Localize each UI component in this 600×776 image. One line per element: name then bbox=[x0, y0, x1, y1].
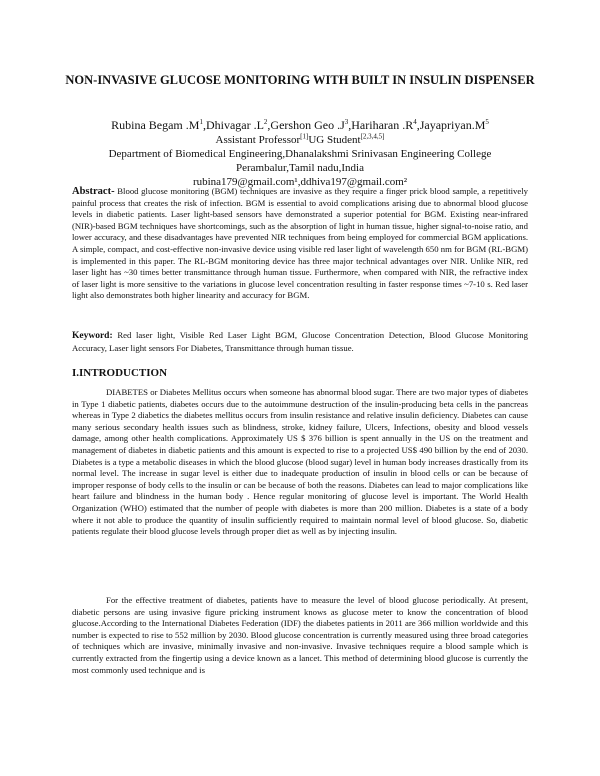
affiliation-location: Perambalur,Tamil nadu,India bbox=[236, 162, 364, 174]
author-separator: , bbox=[416, 118, 420, 132]
author-sup: 1 bbox=[199, 118, 203, 126]
author-sup: 2 bbox=[263, 118, 268, 126]
abstract bbox=[72, 186, 528, 302]
author-name: Rubina Begam .M bbox=[111, 118, 200, 132]
author-name: Gershon Geo .J bbox=[270, 118, 345, 132]
author-separator: , bbox=[202, 118, 206, 132]
author-list bbox=[60, 118, 540, 133]
author-roles bbox=[60, 133, 540, 147]
keywords bbox=[72, 330, 528, 354]
author-emails: rubina179@gmail.com¹,ddhiva197@gmail.com² bbox=[192, 176, 408, 188]
role-students-sup: [2,3,4,5] bbox=[360, 132, 385, 141]
author-sup: 4 bbox=[413, 118, 417, 126]
keywords-text: Red laser light, Visible Red Laser Light BGM, Glucose Concentration Detection, Blood Glucose Monitoring Accuracy, Laser light sensors For Diabetes, Transmittance through human tissue. bbox=[72, 330, 528, 353]
author-separator: , bbox=[267, 118, 271, 132]
author-separator: , bbox=[348, 118, 352, 132]
author-name: Hariharan .R bbox=[351, 118, 414, 132]
author-name: Dhivagar .L bbox=[205, 118, 264, 132]
paper-title: NON-INVASIVE GLUCOSE MONITORING WITH BUILT IN INSULIN DISPENSER bbox=[65, 73, 535, 87]
keywords-label: Keyword: bbox=[72, 331, 113, 341]
role-professor-sup: [1] bbox=[300, 132, 309, 141]
role-professor: Assistant Professor bbox=[215, 134, 301, 146]
author-sup: 3 bbox=[344, 118, 349, 126]
section-heading: I.INTRODUCTION bbox=[72, 367, 168, 379]
abstract-text: Blood glucose monitoring (BGM) techniques are invasive as they require a finger prick blood sample, a repetitively painful process that creates the risk of infection. BGM is essential to avoid complications arising due to abnormal blood glucose levels in diabetic patients. Laser light-based sensors have demonstrated a superior potential for BGM. Existing near-infrared (NIR)-based BGM techniques have shortcomings, such as the absorption of light in human tissue, higher signal-to-noise ratio, and lower accuracy, and these disadvantages have prevented NIR techniques from being employed for commercial BGM applications. A simple, compact, and cost-effective non-invasive device using visible red laser light of wavelength 650 nm for BGM (RL-BGM) is implemented in this paper. The RL-BGM monitoring device has three major technical advantages over NIR. Unlike NIR, red laser light has ~30 times better transmittance through human tissue. Furthermore, when compared with NIR, the refractive index of laser light is more sensitive to the variations in glucose level concentration resulting in faster response times ~7-10 s. Red laser light also demonstrates both higher linearity and accuracy for BGM. bbox=[72, 186, 529, 301]
body-paragraph: DIABETES or Diabetes Mellitus occurs when someone has abnormal blood sugar. There are two major types of diabetes in Type 1 diabetic patients, diabetes occurs due to the autoimmune destruction of the insulin-producing beta cells in the pancreas whereas in Type 2 diabetics the diabetes mellitus occurs from insulin resistance and relative insulin deficiency. Diabetes can cause many serious secondary health issues such as blindness, stroke, kidney failure, Ulcers, Infections, obesity and blood vessels damage, among other health complications. Approximately US $ 376 billion is spent annually in the US on the treatment and management of diabetes in diabetic patients and this amount is expected to rise to a projected US$ 490 billion by the end of 2030. Diabetes is a type a metabolic diseases in which the blood glucose (blood sugar) level in human body increases drastically from its normal level. The increase in sugar level is either due to inadequate production of insulin in blood cells or can be because of improper response of body cells to the insulin or can be because of both the reasons. Diabetes can lead to major complications like heart failure and blindness in the human body . Hence regular monitoring of glucose level is important. The World Health Organization (WHO) estimated that the number of people with diabetes is more than 200 million. Diabetes is a state of a body where it not able to produce the quantity of insulin sufficiently required to maintain normal level of blood glucose. So, diabetic patients regulate their blood glucose levels through proper diet as well as by injecting insulin. bbox=[72, 387, 528, 537]
affiliation-line: Department of Biomedical Engineering,Dhanalakshmi Srinivasan Engineering College bbox=[108, 148, 492, 160]
body-paragraph: For the effective treatment of diabetes, patients have to measure the level of blood glucose periodically. At present, diabetic persons are using invasive figure pricking instrument knows as glucose meter to know the concentration of blood glucose.According to the International Diabetes Federation (IDF) the diabetes patients in 2011 are 366 million worldwide and this number is expected to rise to 552 million by 2030. Blood glucose concentration is currently measured using three broad categories of techniques which are invasive, minimally invasive and non-invasive. Invasive techniques require a blood sample which is currently extracted from the fingertip using a device known as a lancet. This method of determining blood glucose is currently the most commonly used technique and is bbox=[72, 595, 528, 675]
role-students: UG Student bbox=[308, 134, 361, 146]
author-sup: 5 bbox=[485, 118, 489, 126]
author-name: Jayapriyan.M bbox=[419, 118, 486, 132]
abstract-label: Abstract- bbox=[72, 186, 115, 197]
author-block bbox=[60, 118, 540, 189]
